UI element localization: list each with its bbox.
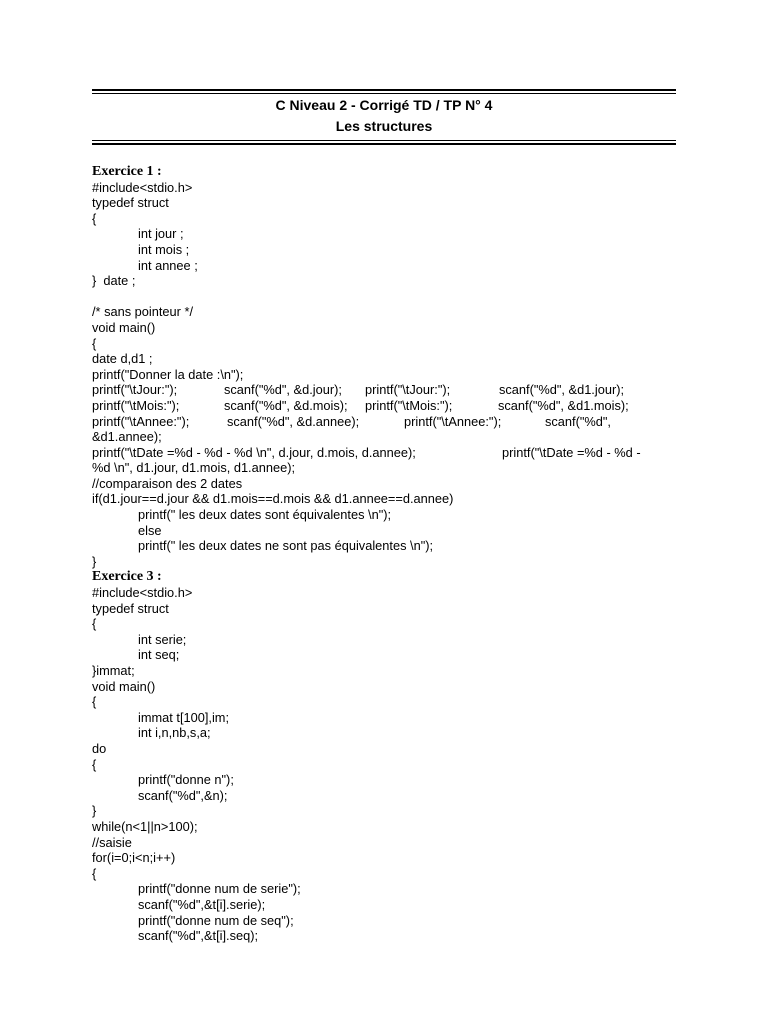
header-rule-bottom-thin	[92, 140, 676, 141]
code-line: {	[92, 865, 97, 881]
code-line: int mois ;	[138, 241, 190, 257]
code-segment: printf("\tMois:");	[92, 397, 180, 413]
code-line: }	[92, 803, 97, 819]
code-line: typedef struct	[92, 600, 169, 616]
code-line: scanf("%d",&t[i].seq);	[138, 928, 259, 944]
code-line: printf(" les deux dates ne sont pas équivalentes \n");	[138, 538, 434, 554]
code-segment: printf("\tAnnee:");	[404, 413, 502, 429]
code-line: scanf("%d",&n);	[138, 787, 228, 803]
code-line: printf("donne num de seq");	[138, 912, 294, 928]
code-segment: printf("\tDate =%d - %d - %d \n", d.jour, d.mois, d.annee);	[92, 444, 416, 460]
code-line: printf(" les deux dates sont équivalentes \n");	[138, 507, 392, 523]
code-line: {	[92, 210, 97, 226]
code-line: int annee ;	[138, 257, 198, 273]
code-line: /* sans pointeur */	[92, 304, 194, 320]
exercise-3-heading: Exercice 3 :	[92, 569, 162, 585]
code-line: void main()	[92, 319, 156, 335]
code-line: else	[138, 522, 162, 538]
document-subtitle: Les structures	[335, 118, 433, 134]
code-line: #include<stdio.h>	[92, 179, 193, 195]
blank-line	[92, 289, 682, 305]
code-line: {	[92, 694, 97, 710]
code-segment: printf("\tDate =%d - %d -	[502, 444, 641, 460]
code-line: date d,d1 ;	[92, 351, 153, 367]
code-line: {	[92, 756, 97, 772]
document-title: C Niveau 2 - Corrigé TD / TP N° 4	[275, 97, 493, 113]
code-segment: scanf("%d",	[545, 413, 611, 429]
header-rule-top	[92, 89, 676, 91]
code-segment: scanf("%d", &d.annee);	[227, 413, 360, 429]
code-segment: scanf("%d", &d.mois);	[224, 397, 348, 413]
code-line: //comparaison des 2 dates	[92, 475, 243, 491]
code-line-columns	[92, 382, 682, 398]
code-line: } date ;	[92, 273, 136, 289]
code-line: int jour ;	[138, 226, 184, 242]
code-line: printf("donne num de serie");	[138, 881, 301, 897]
exercise-1-heading: Exercice 1 :	[92, 164, 162, 179]
code-line: printf("donne n");	[138, 772, 234, 788]
code-segment: printf("\tJour:");	[365, 382, 451, 398]
code-line: %d \n", d1.jour, d1.mois, d1.annee);	[92, 460, 296, 476]
code-segment: printf("\tAnnee:");	[92, 413, 190, 429]
code-line: do	[92, 740, 107, 756]
code-line: if(d1.jour==d.jour && d1.mois==d.mois && d1.annee==d.annee)	[92, 491, 454, 507]
code-line: }	[92, 553, 97, 569]
code-line: int seq;	[138, 647, 180, 663]
code-line: }immat;	[92, 663, 135, 678]
header-rule-top-thin	[92, 93, 676, 94]
code-line: &d1.annee);	[92, 429, 162, 445]
code-line: {	[92, 335, 97, 351]
code-line: int serie;	[138, 631, 187, 647]
code-segment: printf("\tMois:");	[365, 397, 453, 413]
code-line: //saisie	[92, 834, 132, 850]
code-line: #include<stdio.h>	[92, 585, 193, 601]
code-line-columns	[92, 414, 682, 430]
code-line: printf("Donner la date :\n");	[92, 366, 244, 382]
code-segment: scanf("%d", &d.jour);	[224, 382, 342, 398]
code-line: void main()	[92, 678, 156, 694]
code-line: while(n<1||n>100);	[92, 818, 198, 834]
code-line-columns	[92, 445, 682, 461]
code-line: typedef struct	[92, 195, 169, 211]
code-line: for(i=0;i<n;i++)	[92, 850, 176, 866]
code-line-columns	[92, 398, 682, 414]
code-line: scanf("%d",&t[i].serie);	[138, 896, 266, 912]
code-segment: scanf("%d", &d1.jour);	[499, 382, 625, 398]
code-line: {	[92, 616, 97, 632]
header-rule-bottom	[92, 143, 676, 145]
code-line: int i,n,nb,s,a;	[138, 725, 211, 741]
code-line: immat t[100],im;	[138, 709, 230, 725]
code-segment: scanf("%d", &d1.mois);	[498, 397, 629, 413]
code-listing	[92, 164, 682, 944]
code-segment: printf("\tJour:");	[92, 382, 178, 398]
